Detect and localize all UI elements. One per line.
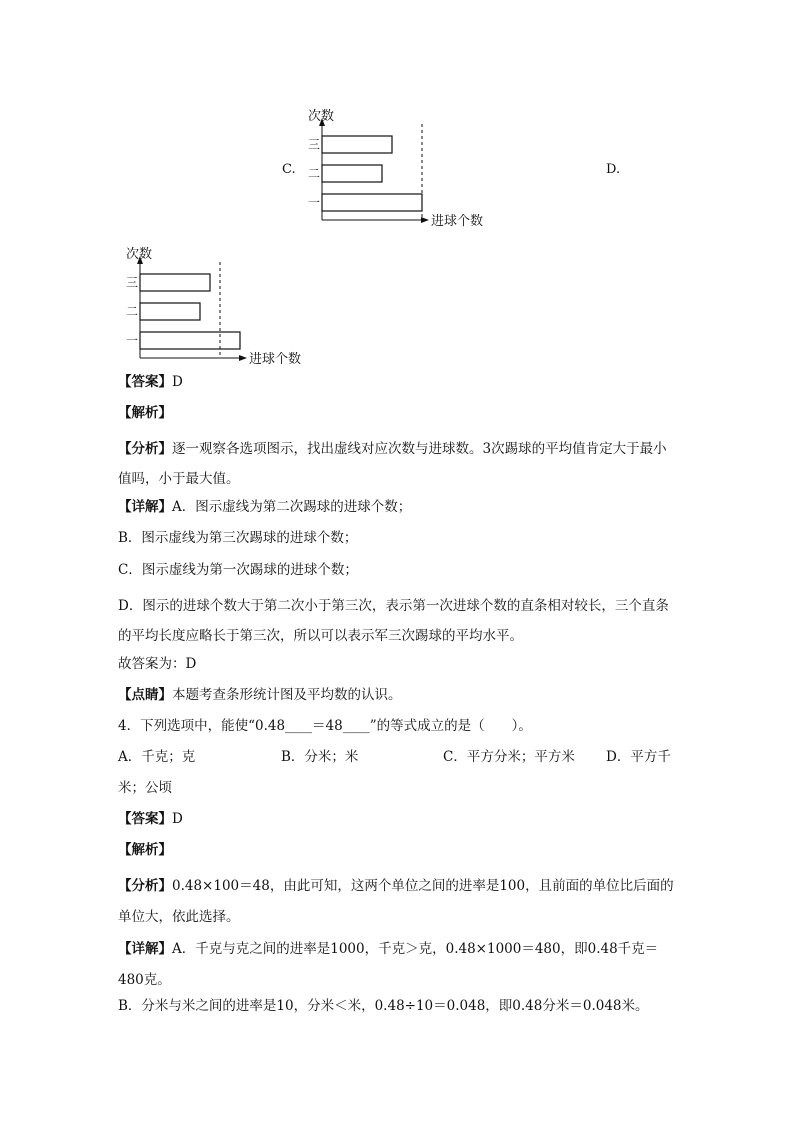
bar-2: [322, 165, 382, 182]
xiangjie-1-c: C．图示虚线为第一次踢球的进球个数；: [118, 562, 358, 578]
fenxi-text: 0.48×100＝48，由此可知，这两个单位之间的进率是100，且前面的单位比后面的单位大，依此选择。: [118, 878, 674, 925]
y-tick-label: 二: [308, 166, 321, 181]
chart-svg: [300, 106, 500, 236]
question-4-stem: 4．下列选项中，能使“0.48____＝48____”的等式成立的是（ ）。: [118, 718, 532, 734]
y-tick-label: 一: [126, 333, 139, 348]
dianjing-tag: 【点睛】: [118, 687, 172, 703]
analysis-1-tag: 【解析】: [118, 405, 172, 421]
dianjing-text: 本题考查条形统计图及平均数的认识。: [172, 687, 402, 703]
xiangjie-tag: 【详解】: [118, 941, 172, 957]
option-d-bar-chart: [118, 244, 318, 374]
option-d-label: D.: [606, 162, 621, 177]
xiangjie-1-a: [118, 497, 678, 517]
q4-option-d-continued: 米；公顷: [118, 780, 172, 796]
xiangjie-1-d: D．图示的进球个数大于第二次小于第三次，表示第一次进球个数的直条相对较长，三个直条的平均长度应略长于第三次，所以可以表示军三次踢球的平均水平。: [118, 598, 669, 644]
y-axis-label: 次数: [126, 247, 153, 262]
bar-1: [322, 136, 392, 153]
fenxi-text: 逐一观察各选项图示，找出虚线对应次数与进球数。3次踢球的平均值肯定大于最小值吗，小于最大值。: [118, 441, 667, 487]
xiangjie-tag: 【详解】: [118, 499, 172, 515]
answer-2-line: [118, 809, 678, 829]
xiangjie-a-text: A．图示虚线为第二次踢球的进球个数；: [172, 499, 412, 515]
y-axis-label: 次数: [308, 109, 335, 124]
chart-svg: [118, 244, 318, 374]
q4-option-b: B．分米；米: [281, 749, 359, 765]
option-c-label: C.: [282, 162, 296, 177]
xiangjie-1-b: B．图示虚线为第三次踢球的进球个数；: [118, 530, 358, 546]
y-tick-label: 三: [308, 137, 321, 152]
answer-value: D: [172, 811, 183, 827]
y-tick-label: 一: [308, 195, 321, 210]
xiangjie-a-text: A．千克与克之间的进率是1000，千克＞克，0.48×1000＝480，即0.48千克＝480克。: [118, 941, 659, 988]
answer-tag: 【答案】: [118, 374, 172, 390]
q4-option-d: D．平方千: [606, 749, 671, 765]
q4-option-a: A．千克；克: [118, 749, 196, 765]
bar-2: [140, 303, 200, 320]
x-axis-label: 进球个数: [249, 352, 302, 367]
answer-1-line: [118, 372, 678, 392]
bar-3: [140, 332, 240, 349]
conclusion-1: 故答案为：D: [118, 656, 197, 672]
xiangjie-2-b: B．分米与米之间的进率是10，分米＜米，0.48÷10＝0.048，即0.48分米＝0.048米。: [118, 998, 649, 1014]
analysis-2-tag: 【解析】: [118, 842, 172, 858]
fenxi-tag: 【分析】: [118, 878, 172, 894]
fenxi-tag: 【分析】: [118, 441, 172, 457]
answer-tag: 【答案】: [118, 811, 172, 827]
xiangjie-2-a: [118, 934, 678, 996]
answer-value: D: [172, 374, 183, 390]
x-axis-label: 进球个数: [431, 214, 484, 229]
fenxi-1-paragraph: [118, 434, 678, 494]
option-c-bar-chart: [300, 106, 500, 236]
bar-1: [140, 274, 210, 291]
dianjing-1-line: [118, 685, 678, 705]
y-tick-label: 三: [126, 275, 139, 290]
bar-3: [322, 194, 422, 211]
y-tick-label: 二: [126, 304, 139, 319]
fenxi-2-paragraph: [118, 871, 678, 933]
x-axis-arrow: [421, 217, 429, 223]
q4-option-c: C．平方分米；平方米: [443, 749, 575, 765]
x-axis-arrow: [239, 355, 247, 361]
